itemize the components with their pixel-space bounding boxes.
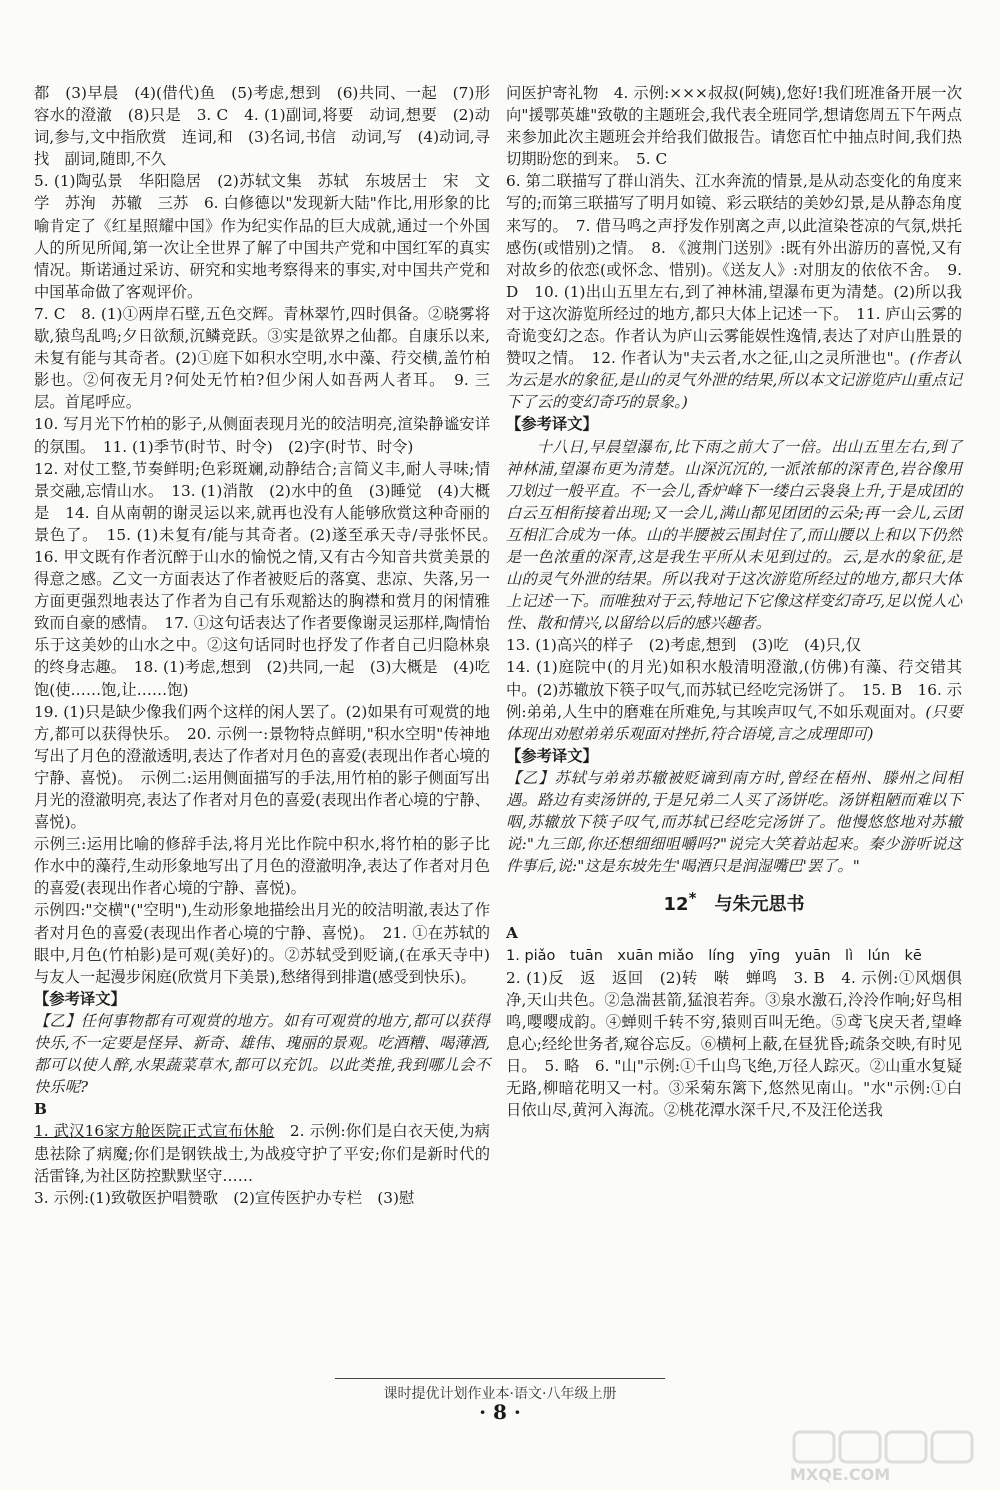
lesson-name: 与朱元思书 [714,894,805,916]
watermark-text: MXQE.COM [790,1465,891,1484]
reference-translation-text: 十八日,早晨望瀑布,比下雨之前大了一倍。出山五里左右,到了神林浦,望瀑布更为清楚。山深沉沉的,一派浓郁的深青色,岩谷像用刀划过一般平直。不一会儿,香炉峰下一缕白云袅袅上升,于是成团的白云互相衔接着出现;又一会儿,满山都见团团的云朵;再一会儿,云团互相汇合成为一体。山的半腰被云围封住了,而山腰以上和以下仍然是一色浓重的深青,这是我生平所从未见到过的。云,是水的象征,是山的灵气外泄的结果。所以我对于这次游览所经过的地方,都只大体上记述一下。而唯独对于云,特地记下它像这样变幻奇巧,足以悦人心性、散和情兴,以留给以后的感兴趣者。 [506,437,962,633]
underlined-answer: 1. 武汉16家方舱医院正式宣布休舱 [34,1122,275,1141]
page-number: · 8 · [479,1400,521,1424]
answer-paragraph [506,656,962,744]
answer-paragraph: 7. C 8. (1)①两岸石壁,五色交辉。青林翠竹,四时俱备。②晓雾将歇,猿鸟乱鸣;夕日欲颓,沉鳞竞跃。③实是欲界之仙都。自康乐以来,未复有能与其奇者。(2)①庭下如积水空明,水中藻、荇交横,盖竹柏影也。②何夜无月?何处无竹柏?但少闲人如吾两人者耳。 9. 三层。首尾呼应。 [34,304,490,412]
section-heading-a: A [506,924,518,943]
answer-paragraph: 2. (1)反 返 返回 (2)转 啭 蝉鸣 3. B 4. 示例:①风烟俱净,天山共色。②急湍甚箭,猛浪若奔。③泉水激石,泠泠作响;好鸟相鸣,嘤嘤成韵。④蝉则千转不穷,猿则百叫无绝。⑤鸢飞戾天者,望峰息心;经纶世务者,窥谷忘反。⑥横柯上蔽,在昼犹昏;疏条交映,有时见日。 5. 略 6. "山"示例:①千山鸟飞绝,万径人踪灭。②山重水复疑无路,柳暗花明又一村。③采菊东篱下,悠然见南山。"水"示例:①白日依山尽,黄河入海流。②桃花潭水深千尺,不及汪伦送我 [506,968,962,1120]
pinyin-answer: 1. piǎo tuān xuān miǎo líng yīng yuān lì lún kē [506,947,922,964]
lesson-mark: * [688,889,697,908]
right-column [506,82,962,1121]
answer-paragraph: 问医护寄礼物 4. 示例:×××叔叔(阿姨),您好!我们班准备开展一次向"援鄂英雄"致敬的主题班会,我代表全班同学,想请您周五下午两点来参加此次主题班会并给我们做报告。请您百忙中抽点时间,我们热切期盼您的到来。 5. C [506,84,962,169]
answer-paragraph: 5. (1)陶弘景 华阳隐居 (2)苏轼文集 苏轼 东坡居士 宋 文学 苏洵 苏辙 三苏 6. 白修德以"发现新大陆"作比,用形象的比喻肯定了《红星照耀中国》作为纪实作品的巨大成就,通过一个外国人的所见所闻,第一次让全世界了解了中国共产党和中国红军的真实情况。斯诺通过采访、研究和实地考察得来的事实,对中国共产党和中国革命做了客观评价。 [34,172,490,301]
answer-paragraph: 都 (3)早晨 (4)(借代)鱼 (5)考虑,想到 (6)共同、一起 (7)形容水的澄澈 (8)只是 3. C 4. (1)副词,将要 动词,想要 (2)动词,参与,文中指欣赏 连词,和 (3)名词,书信 动词,写 (4)动词,寻找 副词,随即,不久 [34,84,490,169]
answer-paragraph: 示例四:"交横"("空明"),生动形象地描绘出月光的皎洁明澈,表达了作者对月色的喜爱(表现出作者心境的宁静、喜悦)。 21. ①在苏轼的眼中,月色(竹柏影)是可观(美好)的。②苏轼受到贬谪,(在承天寺中)与友人一起漫步闲庭(欣赏月下美景),愁绪得到排遣(感受到快乐)。 [34,901,490,986]
answer-paragraph: 13. (1)高兴的样子 (2)考虑,想到 (3)吃 (4)只,仅 [506,636,862,655]
answer-note: (只要体现出劝慰弟弟乐观面对挫折,符合语境,言之成理即可) [506,702,962,743]
answer-paragraph: 12. 对仗工整,节奏鲜明;色彩斑斓,动静结合;言简义丰,耐人寻味;情景交融,忘情山水。 13. (1)消散 (2)水中的鱼 (3)睡觉 (4)大概是 14. 自从南朝的谢灵运以来,就再也没有人能够欣赏这种奇丽的景色了。 15. (1)未复有/能与其奇者。(2)遂至承天寺/寻张怀民。 16. 甲文既有作者沉醉于山水的愉悦之情,又有古今知音共赏美景的得意之感。乙文一方面表达了作者被贬后的落寞、悲凉、失落,另一方面更强烈地表达了作者为自己有乐观豁达的胸襟和赏月的闲情雅致而自豪的感情。 17. ①这句话表达了作者要像谢灵运那样,陶情怡乐于这美妙的山水之中。②这句话同时也抒发了作者自己归隐林泉的终身志趣。 18. (1)考虑,想到 (2)共同,一起 (3)大概是 (4)吃饱(使……饱,让……饱) [34,459,506,699]
reference-translation-heading: 【参考译文】 [506,746,598,765]
answer-paragraph [34,1120,490,1186]
reference-translation-text: 【乙】苏轼与弟弟苏辙被贬谪到南方时,曾经在梧州、滕州之间相遇。路边有卖汤饼的,于是兄弟二人买了汤饼吃。汤饼粗陋而难以下咽,苏辙放下筷子叹气,而苏轼已经吃完汤饼了。他慢悠悠地对苏辙说:"九三郎,你还想细细咀嚼吗?"说完大笑着站起来。秦少游听说这件事后,说:"这是东坡先生'喝酒只是润湿嘴巴'罢了。" [506,768,962,876]
lesson-title [506,887,962,916]
footer-book-title: 课时提优计划作业本·语文·八年级上册 [383,1386,617,1402]
answer-paragraph: 3. 示例:(1)致敬医护唱赞歌 (2)宣传医护办专栏 (3)慰 [34,1188,415,1207]
answer-text: 14. (1)庭院中(的月光)如积水般清明澄澈,(仿佛)有藻、荇交错其中。(2)苏辙放下筷子叹气,而苏轼已经吃完汤饼了。 15. B 16. 示例:弟弟,人生中的磨难在所难免,与其唉声叹气,不如乐观面对。 [506,658,962,721]
answer-paragraph: 示例三:运用比喻的修辞手法,将月光比作院中积水,将竹柏的影子比作水中的藻荇,生动形象地写出了月色的澄澈明净,表达了作者对月色的喜爱(表现出作者心境的宁静、喜悦)。 [34,835,490,898]
answer-paragraph: 10. 写月光下竹柏的影子,从侧面表现月光的皎洁明亮,渲染静谧安详的氛围。 11. (1)季节(时节、时令) (2)字(时节、时令) [34,415,490,456]
answer-paragraph: 19. (1)只是缺少像我们两个这样的闲人罢了。(2)如果有可观赏的地方,都可以获得快乐。 20. 示例一:景物特点鲜明,"积水空明"传神地写出了月色的澄澈透明,表达了作者对月色的喜爱(表现出作者心境的宁静、喜悦)。 示例二:运用侧面描写的手法,用竹柏的影子侧面写出月光的澄澈明亮,表达了作者对月色的喜爱(表现出作者心境的宁静、喜悦)。 [34,702,490,832]
section-heading-b: B [34,1100,47,1119]
reference-translation-heading: 【参考译文】 [506,415,598,434]
footer-divider [335,1378,665,1379]
answer-note: (作者认为云是水的象征,是山的灵气外泄的结果,所以本文记游览庐山重点记下了云的变幻奇巧的景象。) [506,349,963,412]
answer-text: 2. 示例:你们是白衣天使,为病患祛除了病魔;你们是钢铁战士,为战疫守护了平安;你们是新时代的活雷锋,为社区防控默默坚守…… [34,1122,490,1185]
left-column [34,82,506,1209]
answer-paragraph [506,170,962,413]
answer-text: 6. 第二联描写了群山消失、江水奔流的情景,是从动态变化的角度来写的;而第三联描写了明月如镜、彩云联结的美妙幻景,是从静态角度来写的。 7. 借马鸣之声抒发作别离之声,以此渲染苍凉的气氛,烘托感伤(或惜别)之情。 8. 《渡荆门送别》:既有外出游历的喜悦,又有对故乡的依恋(或怀念、惜别)。《送友人》:对朋友的依依不舍。 9. D 10. (1)出山五里左右,到了神林浦,望瀑布更为清楚。(2)所以我对于这次游览所经过的地方,都只大体上记述一下。 11. 庐山云雾的奇诡变幻之态。作者认为庐山云雾能娱性逸情,表达了对庐山胜景的赞叹之情。 12. 作者认为"夫云者,水之征,山之灵所泄也"。 [506,172,962,368]
watermark-logo [790,1428,980,1484]
lesson-number: 12 [663,894,689,916]
reference-translation-text: 【乙】任何事物都有可观赏的地方。如有可观赏的地方,都可以获得快乐,不一定要是怪异、新奇、雄伟、瑰丽的景观。吃酒糟、喝薄酒,都可以使人醉,水果蔬菜草木,都可以充饥。以此类推,我到哪儿会不快乐呢? [34,1011,490,1097]
reference-translation-heading: 【参考译文】 [34,989,126,1008]
